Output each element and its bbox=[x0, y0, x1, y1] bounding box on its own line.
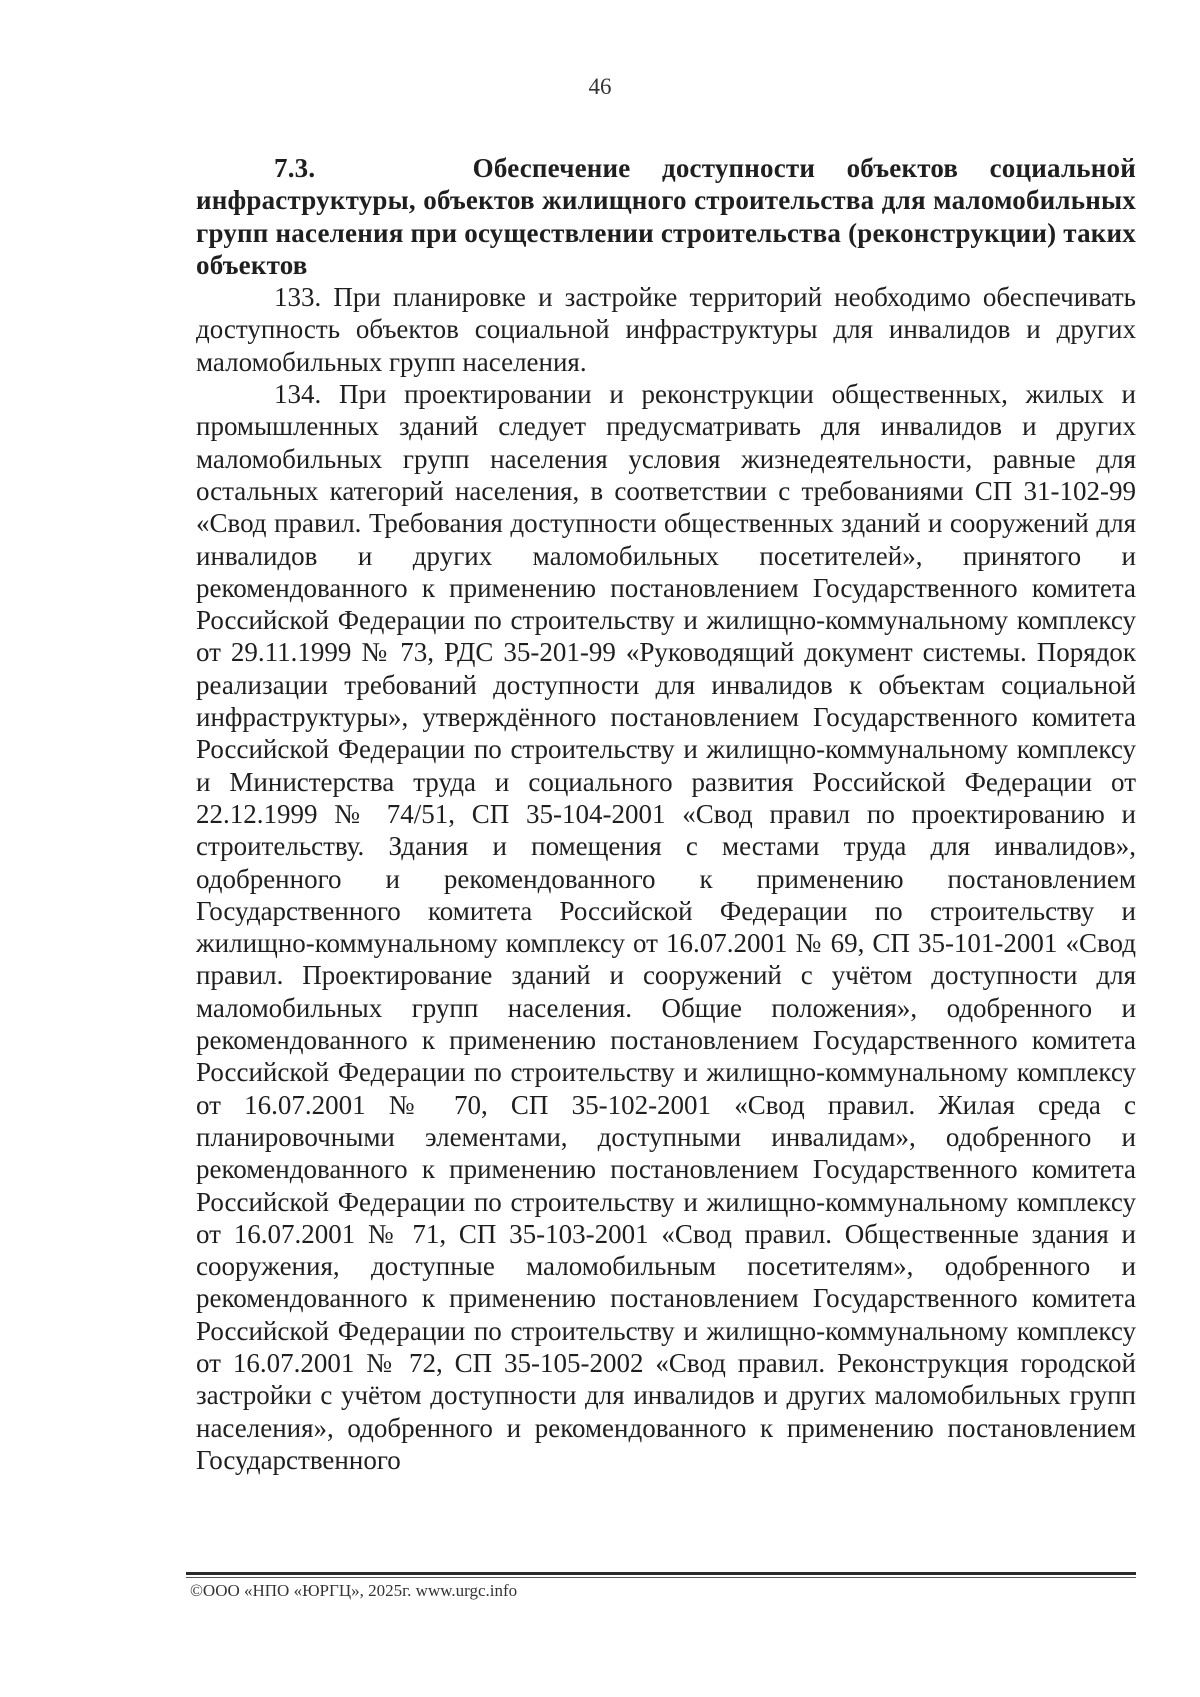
footer-divider-thin bbox=[186, 1577, 1136, 1578]
copyright-footer: ©ООО «НПО «ЮРГЦ», 2025г. www.urgc.info bbox=[190, 1581, 518, 1600]
paragraph-134: 134. При проектировании и реконструкции общественных, жилых и промышленных зданий следует предусматривать для инвалидов и других маломобильных групп населения условия жизнедеятельности, равные для остальных категорий населения, в соответствии с требованиями СП 31-102-99 «Свод правил. Требования доступности общественных зданий и сооружений для инвалидов и других маломобильных посетителей», принятого и рекомендованного к применению постановлением Государственного комитета Российской Федерации по строительству и жилищно-коммунальному комплексу от 29.11.1999 № 73, РДС 35-201-99 «Руководящий документ системы. Порядок реализации требований доступности для инвалидов к объектам социальной инфраструктуры», утверждённого постановлением Государственного комитета Российской Федерации по строительству и жилищно-коммунальному комплексу и Министерства труда и социального развития Российской Федерации от 22.12.1999 № 74/51, СП 35-104-2001 «Свод правил по проектированию и строительству. Здания и помещения с местами труда для инвалидов», одобренного и рекомендованного к применению постановлением Государственного комитета Российской Федерации по строительству и жилищно-коммунальному комплексу от 16.07.2001 № 69, СП 35-101-2001 «Свод правил. Проектирование зданий и сооружений с учётом доступности для маломобильных групп населения. Общие положения», одобренного и рекомендованного к применению постановлением Государственного комитета Российской Федерации по строительству и жилищно-коммунальному комплексу от 16.07.2001 № 70, СП 35-102-2001 «Свод правил. Жилая среда с планировочными элементами, доступными инвалидам», одобренного и рекомендованного к применению постановлением Государственного комитета Российской Федерации по строительству и жилищно-коммунальному комплексу от 16.07.2001 № 71, СП 35-103-2001 «Свод правил. Общественные здания и сооружения, доступные маломобильным посетителям», одобренного и рекомендованного к применению постановлением Государственного комитета Российской Федерации по строительству и жилищно-коммунальному комплексу от 16.07.2001 № 72, СП 35-105-2002 «Свод правил. Реконструкция городской застройки с учётом доступности для инвалидов и других маломобильных групп населения», одобренного и рекомендованного к применению постановлением Государственного bbox=[196, 379, 1136, 1475]
footer-divider bbox=[186, 1572, 1136, 1575]
document-body bbox=[196, 152, 1136, 1476]
paragraph-133: 133. При планировке и застройке территорий необходимо обеспечивать доступность объектов социальной инфраструктуры для инвалидов и других маломобильных групп населения. bbox=[196, 282, 1136, 377]
section-heading: 7.3. Обеспечение доступности объектов социальной инфраструктуры, объектов жилищного строительства для маломобильных групп населения при осуществлении строительства (реконструкции) таких объектов bbox=[196, 153, 1136, 280]
page-number: 46 bbox=[588, 74, 612, 99]
